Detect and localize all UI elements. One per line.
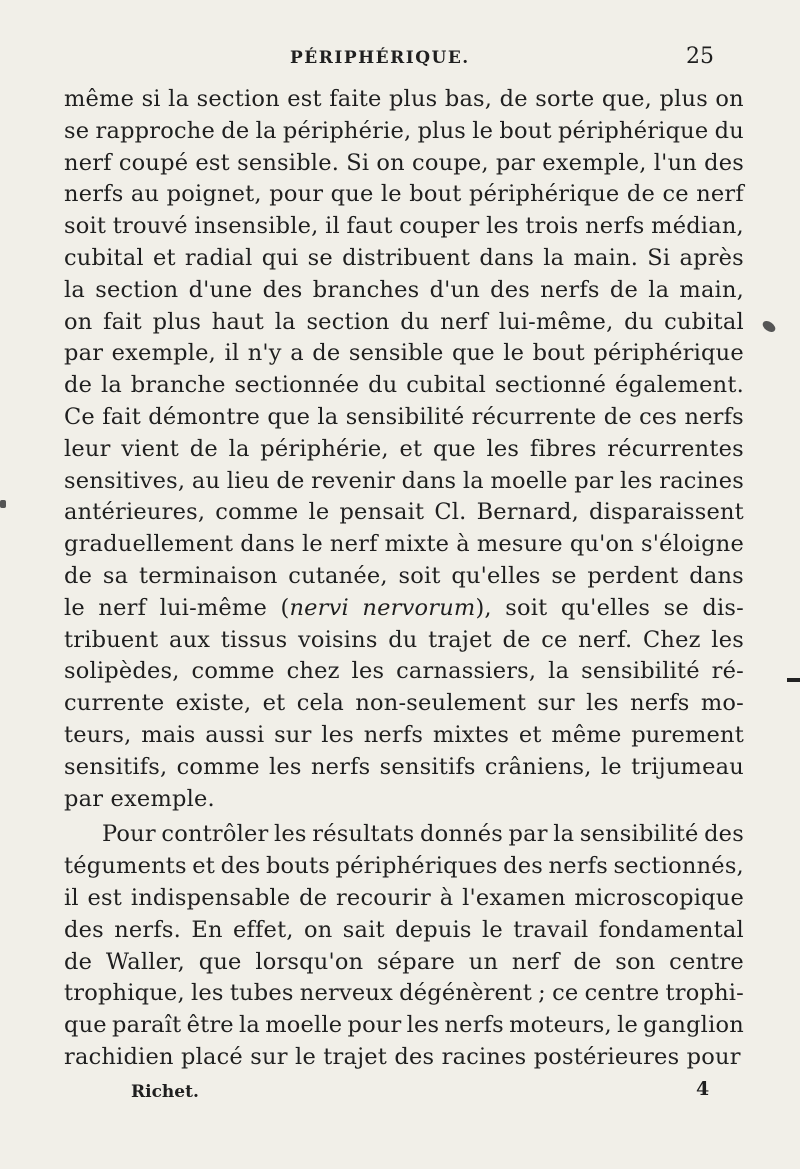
text-line: currente existe, et cela non-seulement sur les nerfs mo- xyxy=(64,690,744,717)
ink-blot xyxy=(761,319,778,334)
text-line: cubital et radial qui se distribuent dans la main. Si après xyxy=(64,244,744,271)
text-line: par exemple. xyxy=(64,785,215,812)
text-line: sensitives, au lieu de revenir dans la moelle par les racines xyxy=(64,467,744,494)
text-line: le nerf lui-même (nervi nervorum), soit qu'elles se dis- xyxy=(64,594,744,621)
text-line: de la branche sectionnée du cubital sectionné également. xyxy=(64,372,744,399)
text-line: Ce fait démontre que la sensibilité récurrente de ces nerfs xyxy=(64,403,744,430)
text-line: des nerfs. En effet, on sait depuis le travail fondamental xyxy=(64,916,744,943)
paragraph-1 xyxy=(64,84,744,815)
text-line: que paraît être la moelle pour les nerfs moteurs, le ganglion xyxy=(64,1012,744,1039)
text-line: sensitifs, comme les nerfs sensitifs crâniens, le trijumeau xyxy=(64,753,744,780)
footer-author: Richet. xyxy=(131,1082,199,1102)
text-line: teurs, mais aussi sur les nerfs mixtes et même purement xyxy=(64,721,744,748)
text-line: de sa terminaison cutanée, soit qu'elles se perdent dans xyxy=(64,562,744,589)
edge-mark-left xyxy=(0,500,6,508)
text-line: trophique, les tubes nerveux dégénèrent ; ce centre trophi- xyxy=(64,980,744,1007)
text-line: leur vient de la périphérie, et que les fibres récurrentes xyxy=(64,435,744,462)
text-line: se rapproche de la périphérie, plus le bout périphérique du xyxy=(64,117,744,144)
text-line: rachidien placé sur le trajet des racines postérieures pour xyxy=(64,1043,741,1070)
running-title: PÉRIPHÉRIQUE. xyxy=(290,48,470,68)
page-number: 25 xyxy=(686,44,714,69)
text-line: graduellement dans le nerf mixte à mesure qu'on s'éloigne xyxy=(64,531,744,558)
text-line: il est indispensable de recourir à l'examen microscopique xyxy=(64,884,744,911)
text-line: nerf coupé est sensible. Si on coupe, par exemple, l'un des xyxy=(64,149,744,176)
signature-mark: 4 xyxy=(696,1078,710,1100)
text-line: soit trouvé insensible, il faut couper les trois nerfs médian, xyxy=(64,213,744,240)
body-text xyxy=(64,84,744,1074)
text-line: par exemple, il n'y a de sensible que le bout périphérique xyxy=(64,340,744,367)
text-line: même si la section est faite plus bas, de sorte que, plus on xyxy=(64,86,744,112)
text-line: antérieures, comme le pensait Cl. Bernard, disparaissent xyxy=(64,499,744,526)
text-line: la section d'une des branches d'un des nerfs de la main, xyxy=(64,276,744,303)
text-line: Pour contrôler les résultats donnés par la sensibilité des xyxy=(102,821,744,848)
text-line: tribuent aux tissus voisins du trajet de ce nerf. Chez les xyxy=(64,626,744,653)
text-line: solipèdes, comme chez les carnassiers, la sensibilité ré- xyxy=(64,658,744,685)
text-line: on fait plus haut la section du nerf lui-même, du cubital xyxy=(64,308,744,335)
text-line: de Waller, que lorsqu'on sépare un nerf de son centre xyxy=(64,948,744,975)
text-line: nerfs au poignet, pour que le bout périphérique de ce nerf xyxy=(64,181,744,208)
paragraph-2 xyxy=(64,819,744,1073)
text-line: téguments et des bouts périphériques des nerfs sectionnés, xyxy=(64,853,744,880)
edge-mark xyxy=(787,678,800,682)
